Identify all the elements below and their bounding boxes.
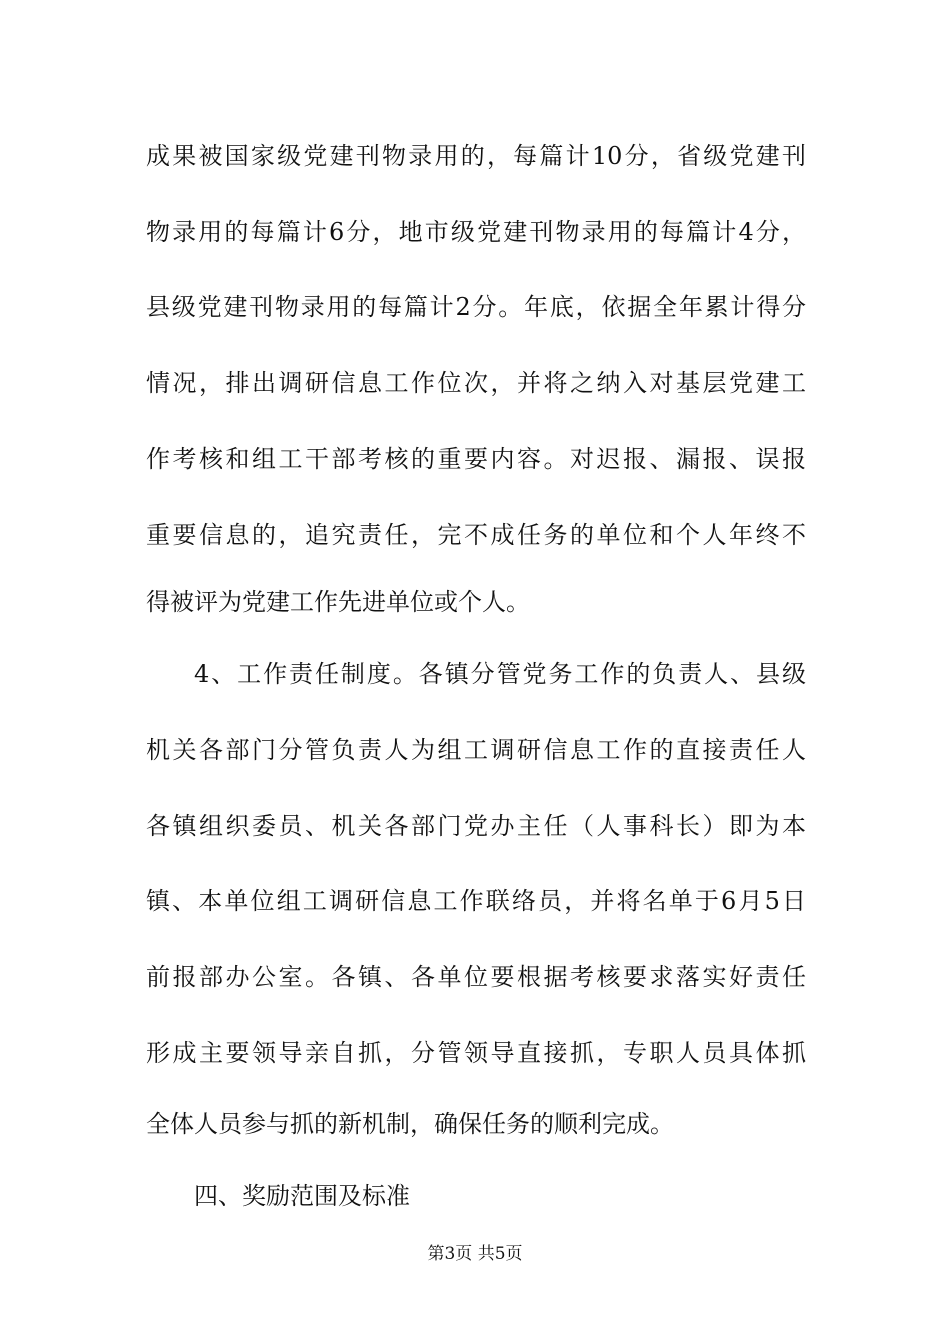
paragraph-line: 情况，排出调研信息工作位次，并将之纳入对基层党建工 — [146, 369, 806, 397]
paragraph-line: 物录用的每篇计6分，地市级党建刊物录用的每篇计4分， — [146, 218, 806, 246]
paragraph-line: 机关各部门分管负责人为组工调研信息工作的直接责任人 — [146, 736, 806, 764]
paragraph-line: 镇、本单位组工调研信息工作联络员，并将名单于6月5日 — [146, 887, 806, 915]
paragraph-line: 成果被国家级党建刊物录用的，每篇计10分，省级党建刊 — [146, 142, 806, 170]
paragraph-line: 重要信息的，追究责任，完不成任务的单位和个人年终不 — [146, 521, 806, 549]
paragraph-line: 作考核和组工干部考核的重要内容。对迟报、漏报、误报 — [146, 445, 806, 473]
paragraph-line: 前报部办公室。各镇、各单位要根据考核要求落实好责任 — [146, 963, 806, 991]
page-footer — [0, 1240, 950, 1268]
paragraph-line: 全体人员参与抓的新机制，确保任务的顺利完成。 — [146, 1110, 674, 1138]
paragraph-line: 4、工作责任制度。各镇分管党务工作的负责人、县级 — [194, 660, 806, 688]
paragraph-line: 各镇组织委员、机关各部门党办主任（人事科长）即为本 — [146, 812, 806, 840]
paragraph-line: 县级党建刊物录用的每篇计2分。年底，依据全年累计得分 — [146, 293, 806, 321]
paragraph-line: 得被评为党建工作先进单位或个人。 — [146, 588, 530, 616]
section-heading: 四、奖励范围及标准 — [194, 1182, 410, 1210]
page-number: 第3页 共5页 — [427, 1244, 523, 1264]
paragraph-line: 形成主要领导亲自抓，分管领导直接抓，专职人员具体抓 — [146, 1039, 806, 1067]
